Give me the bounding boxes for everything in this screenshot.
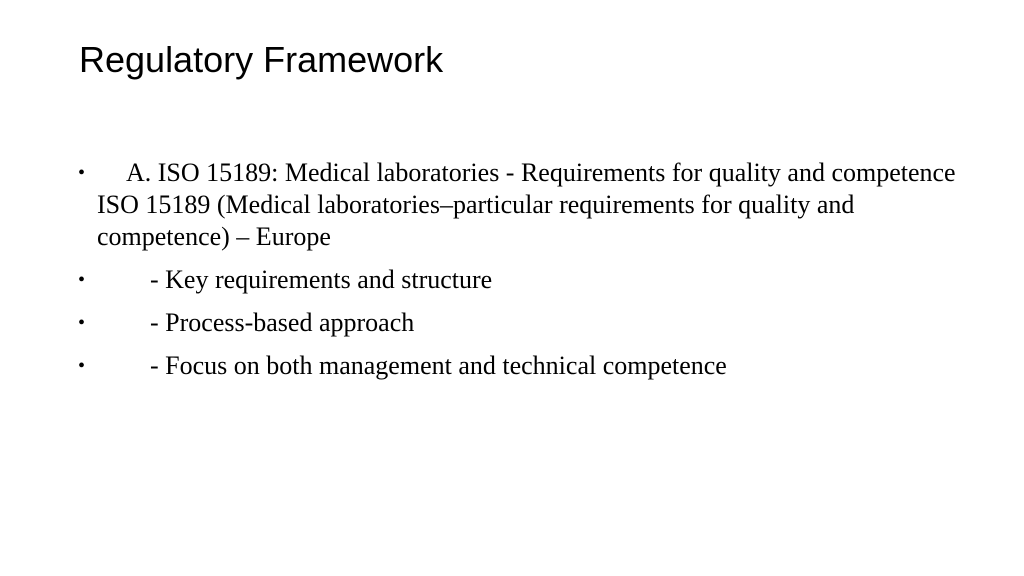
bullet-list xyxy=(78,157,958,393)
bullet-text: - Key requirements and structure xyxy=(150,265,493,294)
bullet-marker-icon: • xyxy=(78,269,86,291)
bullet-item xyxy=(78,264,958,296)
bullet-marker-icon: • xyxy=(78,355,86,377)
bullet-item xyxy=(78,157,958,253)
bullet-marker-icon: • xyxy=(78,312,86,334)
bullet-item xyxy=(78,307,958,339)
slide-title: Regulatory Framework xyxy=(79,39,444,80)
bullet-text: - Process-based approach xyxy=(150,308,415,337)
bullet-item xyxy=(78,350,958,382)
bullet-text: A. ISO 15189: Medical laboratories - Requirements for quality and competence ISO 15189 (Medical laboratories–particular requirements for quality and competence) – Europe xyxy=(97,158,956,251)
bullet-text: - Focus on both management and technical competence xyxy=(150,351,727,380)
bullet-marker-icon: • xyxy=(78,162,86,184)
